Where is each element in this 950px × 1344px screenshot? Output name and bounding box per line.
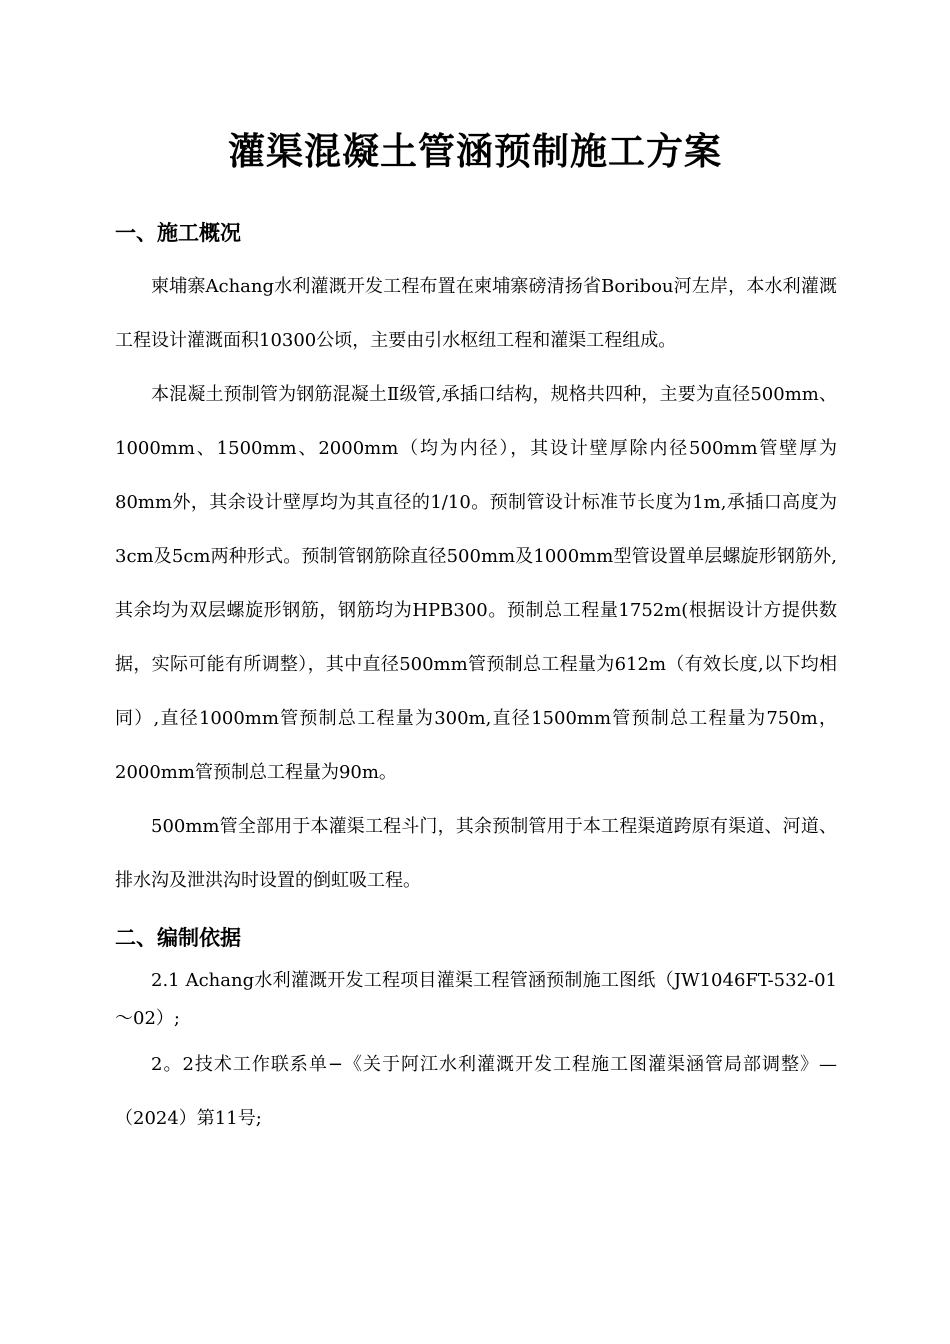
document-title: 灌渠混凝土管涵预制施工方案 [228, 130, 722, 173]
document-body [115, 215, 837, 1146]
paragraph-basis-technical-contact: 2。2技术工作联系单−《关于阿江水利灌溉开发工程施工图灌渠涵管局部调整》—（2024）第11号; [115, 1054, 837, 1129]
paragraph-basis-drawings: 2.1 Achang水利灌溉开发工程项目灌渠工程管涵预制施工图纸（JW1046FT-532-01～02）; [115, 970, 837, 1029]
paragraph-pipe-specifications: 本混凝土预制管为钢筋混凝土Ⅱ级管,承插口结构，规格共四种，主要为直径500mm、1000mm、1500mm、2000mm（均为内径），其设计壁厚除内径500mm管壁厚为80mm外，其余设计壁厚均为其直径的1/10。预制管设计标准节长度为1m,承插口高度为3cm及5cm两种形式。预制管钢筋除直径500mm及1000mm型管设置单层螺旋形钢筋外,其余均为双层螺旋形钢筋，钢筋均为HPB300。预制总工程量1752m(根据设计方提供数据，实际可能有所调整），其中直径500mm管预制总工程量为612m（有效长度,以下均相同）,直径1000mm管预制总工程量为300m,直径1500mm管预制总工程量为750m，2000mm管预制总工程量为90m。 [115, 384, 837, 783]
paragraph-pipe-usage: 500mm管全部用于本灌渠工程斗门，其余预制管用于本工程渠道跨原有渠道、河道、排水沟及泄洪沟时设置的倒虹吸工程。 [115, 816, 837, 891]
section-heading-overview: 一、施工概况 [115, 221, 241, 245]
section-heading-basis: 二、编制依据 [115, 926, 241, 950]
paragraph-project-location: 柬埔寨Achang水利灌溉开发工程布置在柬埔寨磅清扬省Boribou河左岸，本水利灌溉工程设计灌溉面积10300公顷，主要由引水枢纽工程和灌渠工程组成。 [115, 276, 837, 351]
